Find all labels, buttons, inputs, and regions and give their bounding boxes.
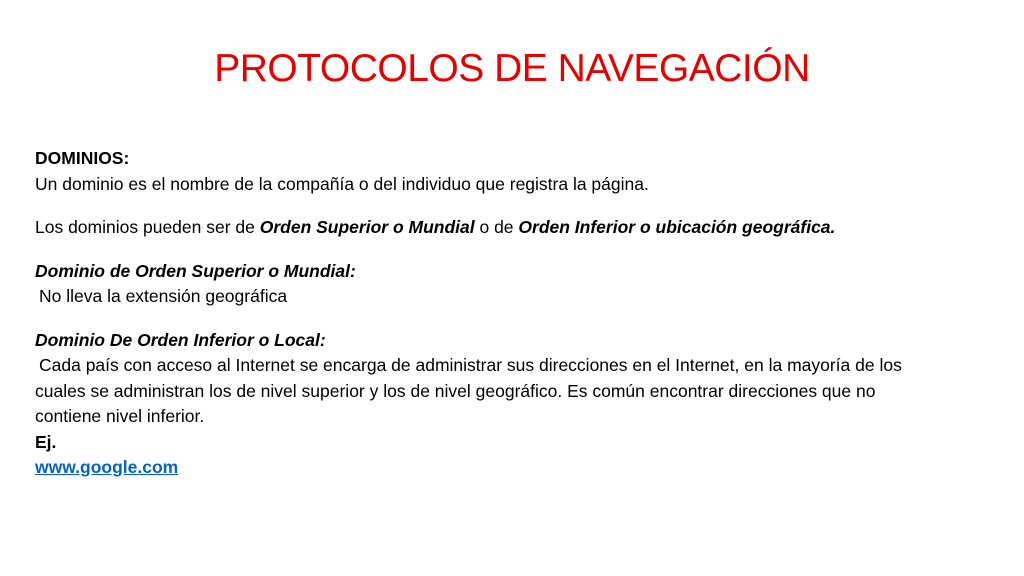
domain-types-part1: Los dominios pueden ser de	[35, 217, 260, 237]
example-link[interactable]: www.google.com	[35, 457, 179, 477]
dominios-heading: DOMINIOS:	[35, 148, 130, 168]
dominio-definition: Un dominio es el nombre de la compañía o del individuo que registra la página.	[35, 173, 649, 194]
slide-body	[35, 146, 995, 481]
domain-type-inferior: Orden Inferior o ubicación geográfica.	[518, 217, 836, 237]
inferior-description-line2: cuales se administran los de nivel superior y los de nivel geográfico. Es común encontrar direcciones que no	[35, 380, 876, 401]
example-label: Ej.	[35, 431, 57, 452]
domain-types-sentence	[35, 215, 995, 241]
inferior-heading: Dominio De Orden Inferior o Local:	[35, 329, 326, 350]
spacer	[35, 241, 995, 259]
superior-description: No lleva la extensión geográfica	[39, 286, 288, 306]
domain-types-part2: o de	[474, 217, 519, 237]
spacer	[35, 310, 995, 328]
inferior-description-line1: Cada país con acceso al Internet se encarga de administrar sus direcciones en el Internet, en la mayoría de los	[39, 355, 902, 375]
superior-heading: Dominio de Orden Superior o Mundial:	[35, 260, 356, 281]
domain-type-superior: Orden Superior o Mundial	[259, 217, 475, 237]
inferior-description-line3: contiene nivel inferior.	[35, 406, 205, 426]
slide-title: PROTOCOLOS DE NAVEGACIÓN	[214, 47, 810, 90]
spacer	[35, 197, 995, 215]
